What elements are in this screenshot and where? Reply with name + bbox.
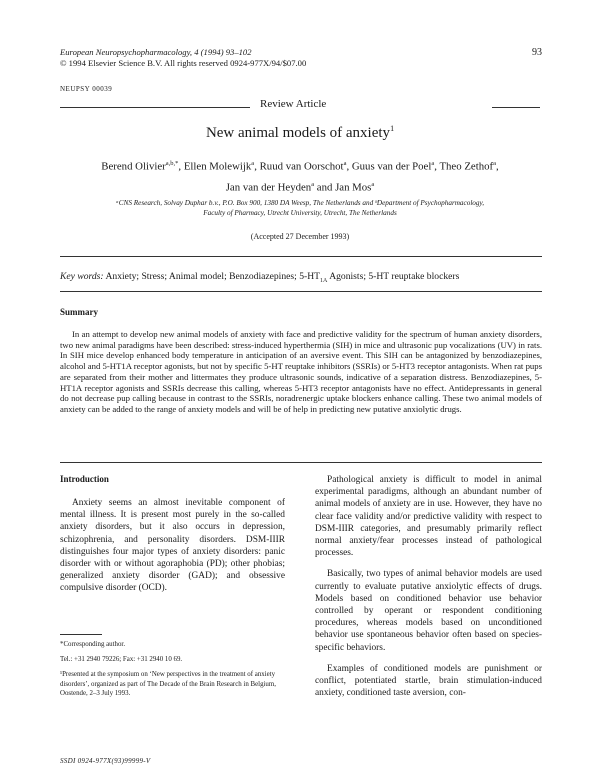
paragraph: Anxiety seems an almost inevitable component of mental illness. It is present most purely in the so-called anxiety disorders, but it also occurs in depression, schizophrenia, and personality disorders. DSM-IIIR distinguishes four major types of anxiety disorders: panic disorder with or without agoraphobia (PD); other phobias; generalized anxiety disorder (GAD); and obsessive compulsive disorder (OCD). [60, 498, 285, 594]
author-name: Jan van der Heyden [225, 181, 312, 194]
author-name: Theo Zethof [439, 160, 494, 173]
affiliations [60, 198, 540, 218]
article-type: Review Article [260, 98, 327, 110]
title-footnote-mark: 1 [390, 124, 395, 133]
left-column [60, 497, 285, 604]
article-title-block [0, 124, 600, 142]
page-number: 93 [532, 47, 542, 58]
divider [60, 107, 250, 108]
author-affiliation-mark: a [371, 180, 375, 188]
footnote-divider [60, 634, 102, 635]
summary-heading: Summary [60, 307, 98, 317]
divider [60, 256, 542, 257]
keywords-tail: Agonists; 5-HT reuptake blockers [327, 271, 460, 282]
author-name: Berend Olivier [101, 160, 166, 173]
right-column [315, 474, 542, 708]
affiliation-line: ᵃCNS Research, Solvay Duphar b.v., P.O. Box 900, 1380 DA Weesp, The Netherlands and ᵇDepartment of Psychopharmacology, [115, 199, 485, 207]
author-affiliation-mark: a [431, 160, 435, 167]
author-affiliation-mark: a,b,* [165, 160, 179, 167]
paragraph: Basically, two types of animal behavior models are used currently to evaluate putative anxiolytic effects of drugs. Models based on conditioned behavior use behavior controlled by operant or respondent conditioning procedures, whereas models based on unconditioned behavior use spontaneous behavior often based on species-specific behaviors. [315, 569, 542, 653]
divider [492, 107, 540, 108]
author-name: Ellen Molewijk [183, 160, 252, 173]
contact-numbers: Tel.: +31 2940 79226; Fax: +31 2940 10 69. [60, 656, 183, 664]
journal-name: European Neuropsychopharmacology, 4 (1994) 93–102 [60, 47, 252, 57]
author-affiliation-mark: a [251, 160, 255, 167]
introduction-heading: Introduction [60, 474, 109, 484]
keywords-label: Key words: [60, 271, 104, 282]
keywords-subscript: 1A [319, 277, 328, 284]
author-affiliation-mark: a [343, 160, 347, 167]
journal-citation [60, 47, 306, 69]
author-affiliation-mark: a [311, 180, 315, 188]
accepted-date: (Accepted 27 December 1993) [250, 232, 350, 241]
symposium-note: ¹Presented at the symposium on ‘New perspectives in the treatment of anxiety disorders’, organized as part of The Decade of the Brain Research in Belgium, Oostende, 2–3 July 1993. [60, 671, 276, 697]
author-name: Guus van der Poel [351, 160, 432, 173]
author-name: Jan Mos [335, 181, 372, 194]
paragraph: Pathological anxiety is difficult to model in animal experimental paradigms, although an abundant number of animal models of anxiety are in use. However, they have no clear face validity and/or predictive validity with respect to DSM-IIIR categories, and presumably primarily reflect normal anxiety/fear processes instead of pathological processes. [315, 475, 542, 559]
divider [60, 291, 542, 292]
footnotes [60, 640, 285, 704]
corresponding-author-note [60, 640, 285, 664]
author-list: Berend Olivier$^{a,b,*}$, Ellen Molewijk$^a$, Ruud van Oorschot$^a$, Guus van der Poel$^a$, Theo Zethof$^a$, Jan van der Heyden$^a$ and Jan Mos$^a$ [101, 160, 499, 194]
ssdi-code: SSDI 0924-977X(93)99999-V [60, 757, 151, 765]
author-affiliation-mark: a [493, 160, 496, 167]
corresponding-author-label: *Corresponding author. [60, 641, 126, 648]
affiliation-line: Faculty of Pharmacy, Utrecht University, Utrecht, The Netherlands [203, 209, 397, 217]
author-name: Ruud van Oorschot [259, 160, 344, 173]
divider [60, 462, 542, 463]
keywords-text: Anxiety; Stress; Animal model; Benzodiazepines; 5-HT [103, 271, 320, 282]
article-type-banner [60, 98, 540, 112]
copyright-line: © 1994 Elsevier Science B.V. All rights reserved 0924-977X/94/$07.00 [60, 58, 307, 68]
keywords [60, 271, 542, 284]
article-title: New animal models of anxiety [205, 125, 391, 141]
article-code: NEUPSY 00039 [60, 85, 113, 93]
paragraph: Examples of conditioned models are punishment or conflict, potentiated startle, brain stimulation-induced anxiety, conditioned taste aversion, con- [315, 663, 542, 699]
summary-text: In an attempt to develop new animal models of anxiety with face and predictive validity for the spectrum of human anxiety disorders, two new animal paradigms have been described: stress-induced hyperthermia (SIH) in mice and ultrasonic pup vocalizations (UV) in rats. In SIH mice develop enhanced body temperature in anticipation of an aversive event. This SIH can be antagonized by benzodiazepines, alcohol and 5-HT1A receptor agonists, but not by specific 5-HT reuptake inhibitors (SSRIs) or 5-HT3 receptor antagonists. When rat pups are separated from their mother and littermates they produce ultrasonic sounds, indicative of a separation distress. Benzodiazepines, 5-HT1A receptor agonists and SSRIs decrease this calling, whereas 5-HT3 receptor antagonists have no effect. Antidepressants in general do not decrease pup calling because in contrast to the SSRIs, noradrenergic uptake blockers enhance calling. These two animal models of anxiety can be added to the range of anxiety models and will be of help in predicting new putative anxiolytic drugs. [60, 329, 542, 414]
